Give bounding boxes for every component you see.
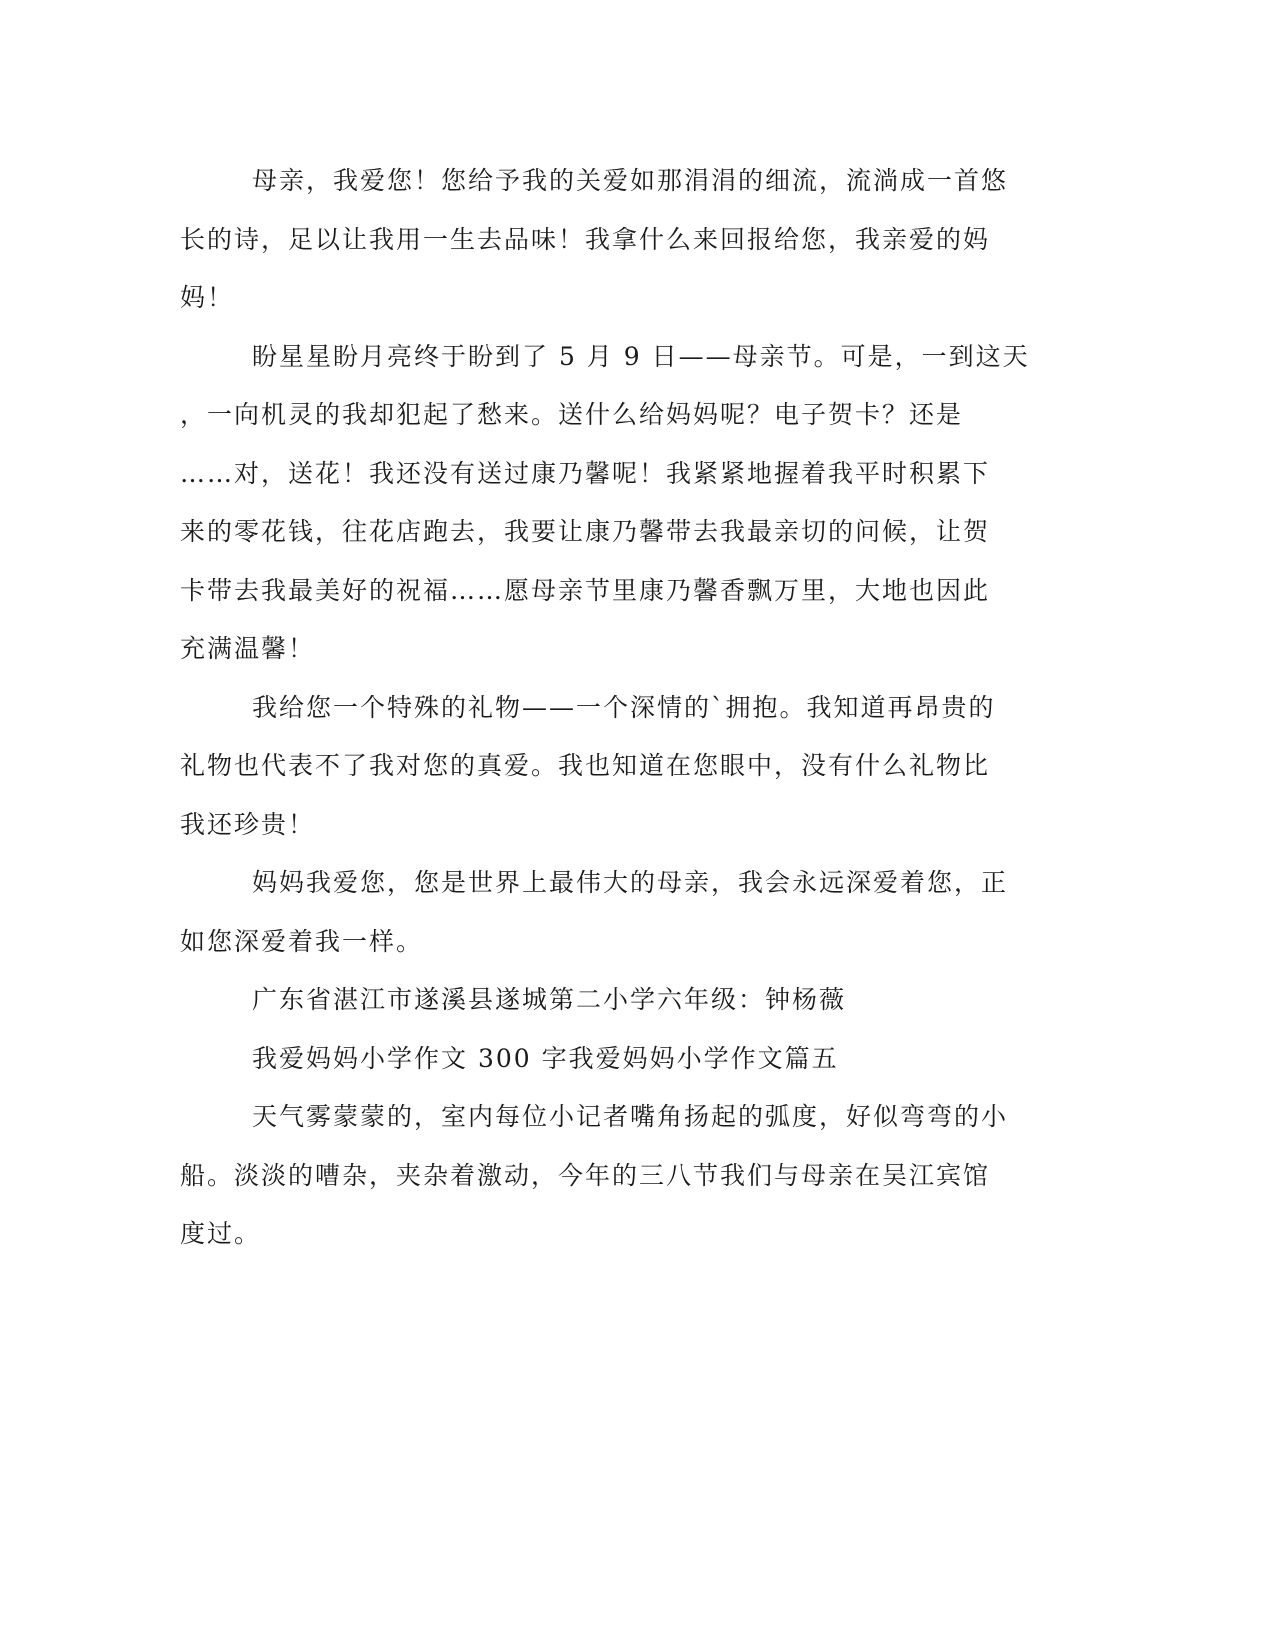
text-line: 充满温馨！ bbox=[180, 634, 316, 663]
text-line: ，一向机灵的我却犯起了愁来。送什么给妈妈呢？电子贺卡？还是 bbox=[180, 400, 964, 429]
text-line: 妈妈我爱您，您是世界上最伟大的母亲，我会永远深爱着您，正 bbox=[252, 868, 1009, 897]
text-line: 妈！ bbox=[180, 283, 235, 312]
text-line: 来的零花钱，往花店跑去，我要让康乃馨带去我最亲切的问候，让贺 bbox=[180, 517, 991, 546]
text-line: 船。淡淡的嘈杂，夹杂着激动，今年的三八节我们与母亲在吴江宾馆 bbox=[180, 1160, 991, 1190]
text-line: 长的诗，足以让我用一生去品味！我拿什么来回报给您，我亲爱的妈 bbox=[180, 224, 991, 254]
text-line: 度过。 bbox=[180, 1219, 262, 1248]
text-line: 盼星星盼月亮终于盼到了 5 月 9 日——母亲节。可是，一到这天 bbox=[252, 341, 1030, 371]
text-line: 我还珍贵！ bbox=[180, 809, 316, 839]
text-line: 卡带去我最美好的祝福……愿母亲节里康乃馨香飘万里，大地也因此 bbox=[180, 575, 991, 605]
text-line: 如您深爱着我一样。 bbox=[180, 926, 424, 956]
text-line: 礼物也代表不了我对您的真爱。我也知道在您眼中，没有什么礼物比 bbox=[180, 751, 991, 780]
text-line: 我给您一个特殊的礼物——一个深情的`拥抱。我知道再昂贵的 bbox=[252, 692, 996, 722]
text-line: 母亲，我爱您！您给予我的关爱如那涓涓的细流，流淌成一首悠 bbox=[252, 166, 1009, 195]
text-line: 天气雾蒙蒙的，室内每位小记者嘴角扬起的弧度，好似弯弯的小 bbox=[252, 1102, 1009, 1131]
text-line: ……对，送花！我还没有送过康乃馨呢！我紧紧地握着我平时积累下 bbox=[180, 458, 991, 488]
author-line: 广东省湛江市遂溪县遂城第二小学六年级：钟杨薇 bbox=[252, 985, 847, 1014]
essay-title-line: 我爱妈妈小学作文 300 字我爱妈妈小学作文篇五 bbox=[252, 1043, 839, 1073]
essay-body bbox=[180, 152, 1030, 1264]
